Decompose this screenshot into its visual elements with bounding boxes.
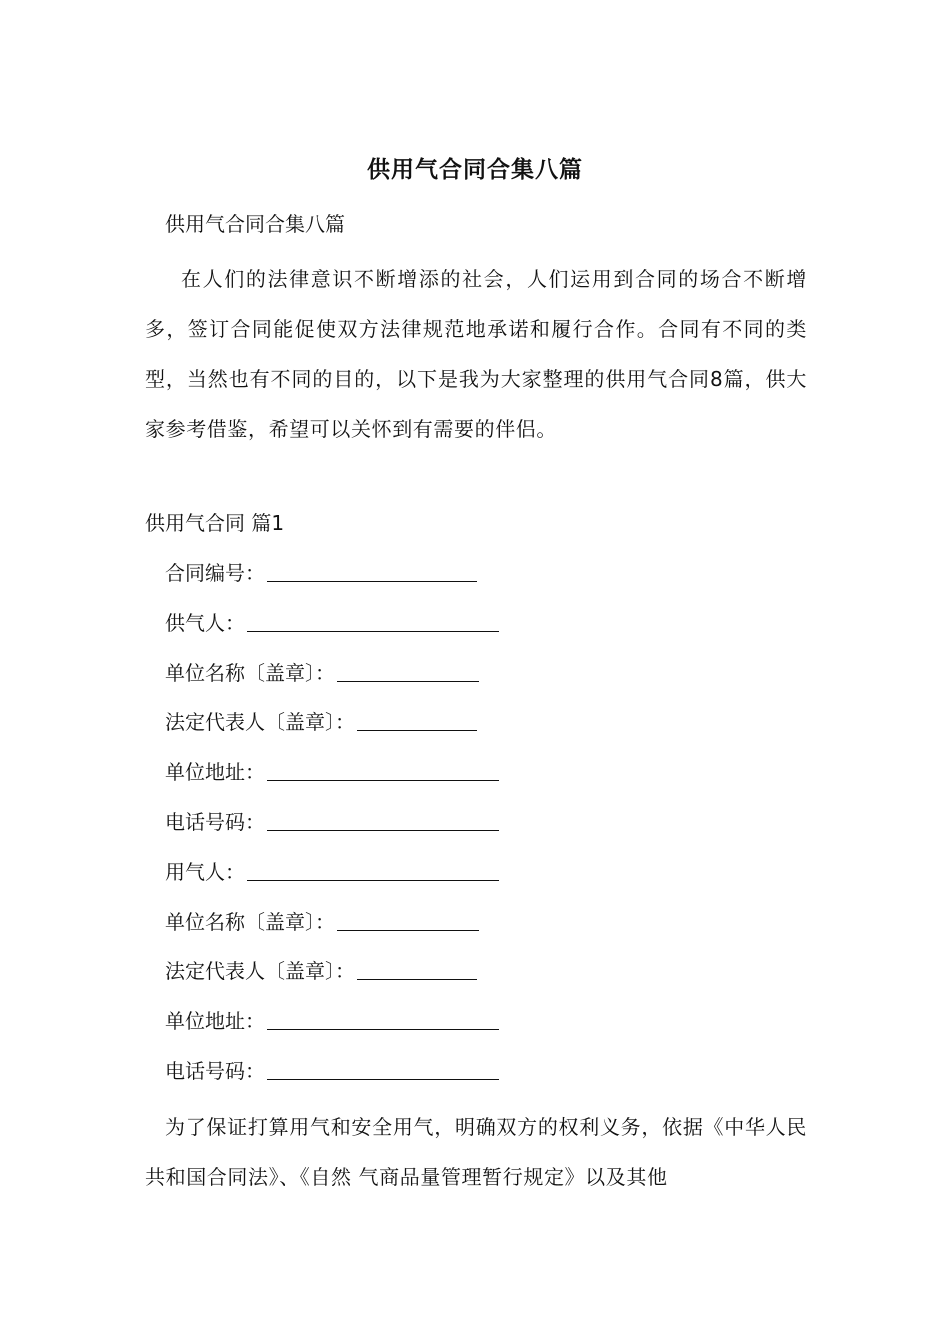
field-supplier-legal-rep <box>165 705 499 755</box>
field-label: 电话号码： <box>165 809 265 834</box>
document-title: 供用气合同合集八篇 <box>367 157 583 183</box>
field-label: 单位地址： <box>165 760 265 785</box>
fill-in-blank[interactable] <box>267 559 477 582</box>
field-label: 单位名称〔盖章〕： <box>165 660 335 685</box>
fill-in-blank[interactable] <box>357 708 477 731</box>
field-supplier-address <box>165 755 499 805</box>
field-consumer-address <box>165 1004 499 1054</box>
field-consumer-phone <box>165 1054 499 1104</box>
fill-in-blank[interactable] <box>267 758 499 781</box>
field-label: 法定代表人〔盖章〕： <box>165 710 355 735</box>
field-supplier-phone <box>165 805 499 855</box>
fill-in-blank[interactable] <box>247 858 499 881</box>
field-label: 供气人： <box>165 610 245 635</box>
fill-in-blank[interactable] <box>247 609 499 632</box>
field-supplier-unit-name <box>165 656 499 706</box>
fill-in-blank[interactable] <box>267 1057 499 1080</box>
field-label: 法定代表人〔盖章〕： <box>165 959 355 984</box>
fill-in-blank[interactable] <box>337 659 479 682</box>
intro-paragraph: 在人们的法律意识不断增添的社会，人们运用到合同的场合不断增多，签订合同能促使双方法律规范地承诺和履行合作。合同有不同的类型，当然也有不同的目的，以下是我为大家整理的供用气合同8篇，供大家参考借鉴，希望可以关怀到有需要的伴侣。 <box>145 267 807 441</box>
field-label: 合同编号： <box>165 561 265 585</box>
field-label: 电话号码： <box>165 1058 265 1083</box>
field-consumer-legal-rep <box>165 954 499 1004</box>
field-label: 单位名称〔盖章〕： <box>165 909 335 934</box>
document-subtitle: 供用气合同合集八篇 <box>165 212 345 236</box>
section-heading: 供用气合同 篇1 <box>145 511 285 535</box>
fill-in-blank[interactable] <box>267 1007 499 1030</box>
fill-in-blank[interactable] <box>357 957 477 980</box>
field-consumer <box>165 855 499 905</box>
fill-in-blank[interactable] <box>267 808 499 831</box>
field-consumer-unit-name <box>165 905 499 955</box>
field-supplier <box>165 606 499 656</box>
contract-fields <box>165 556 499 1104</box>
purpose-paragraph: 为了保证打算用气和安全用气，明确双方的权利义务，依据《中华人民共和国合同法》、《自然 气商品量管理暂行规定》以及其他 <box>145 1115 807 1189</box>
field-label: 单位地址： <box>165 1009 265 1034</box>
field-label: 用气人： <box>165 859 245 884</box>
field-contract-number <box>165 556 499 606</box>
fill-in-blank[interactable] <box>337 908 479 931</box>
